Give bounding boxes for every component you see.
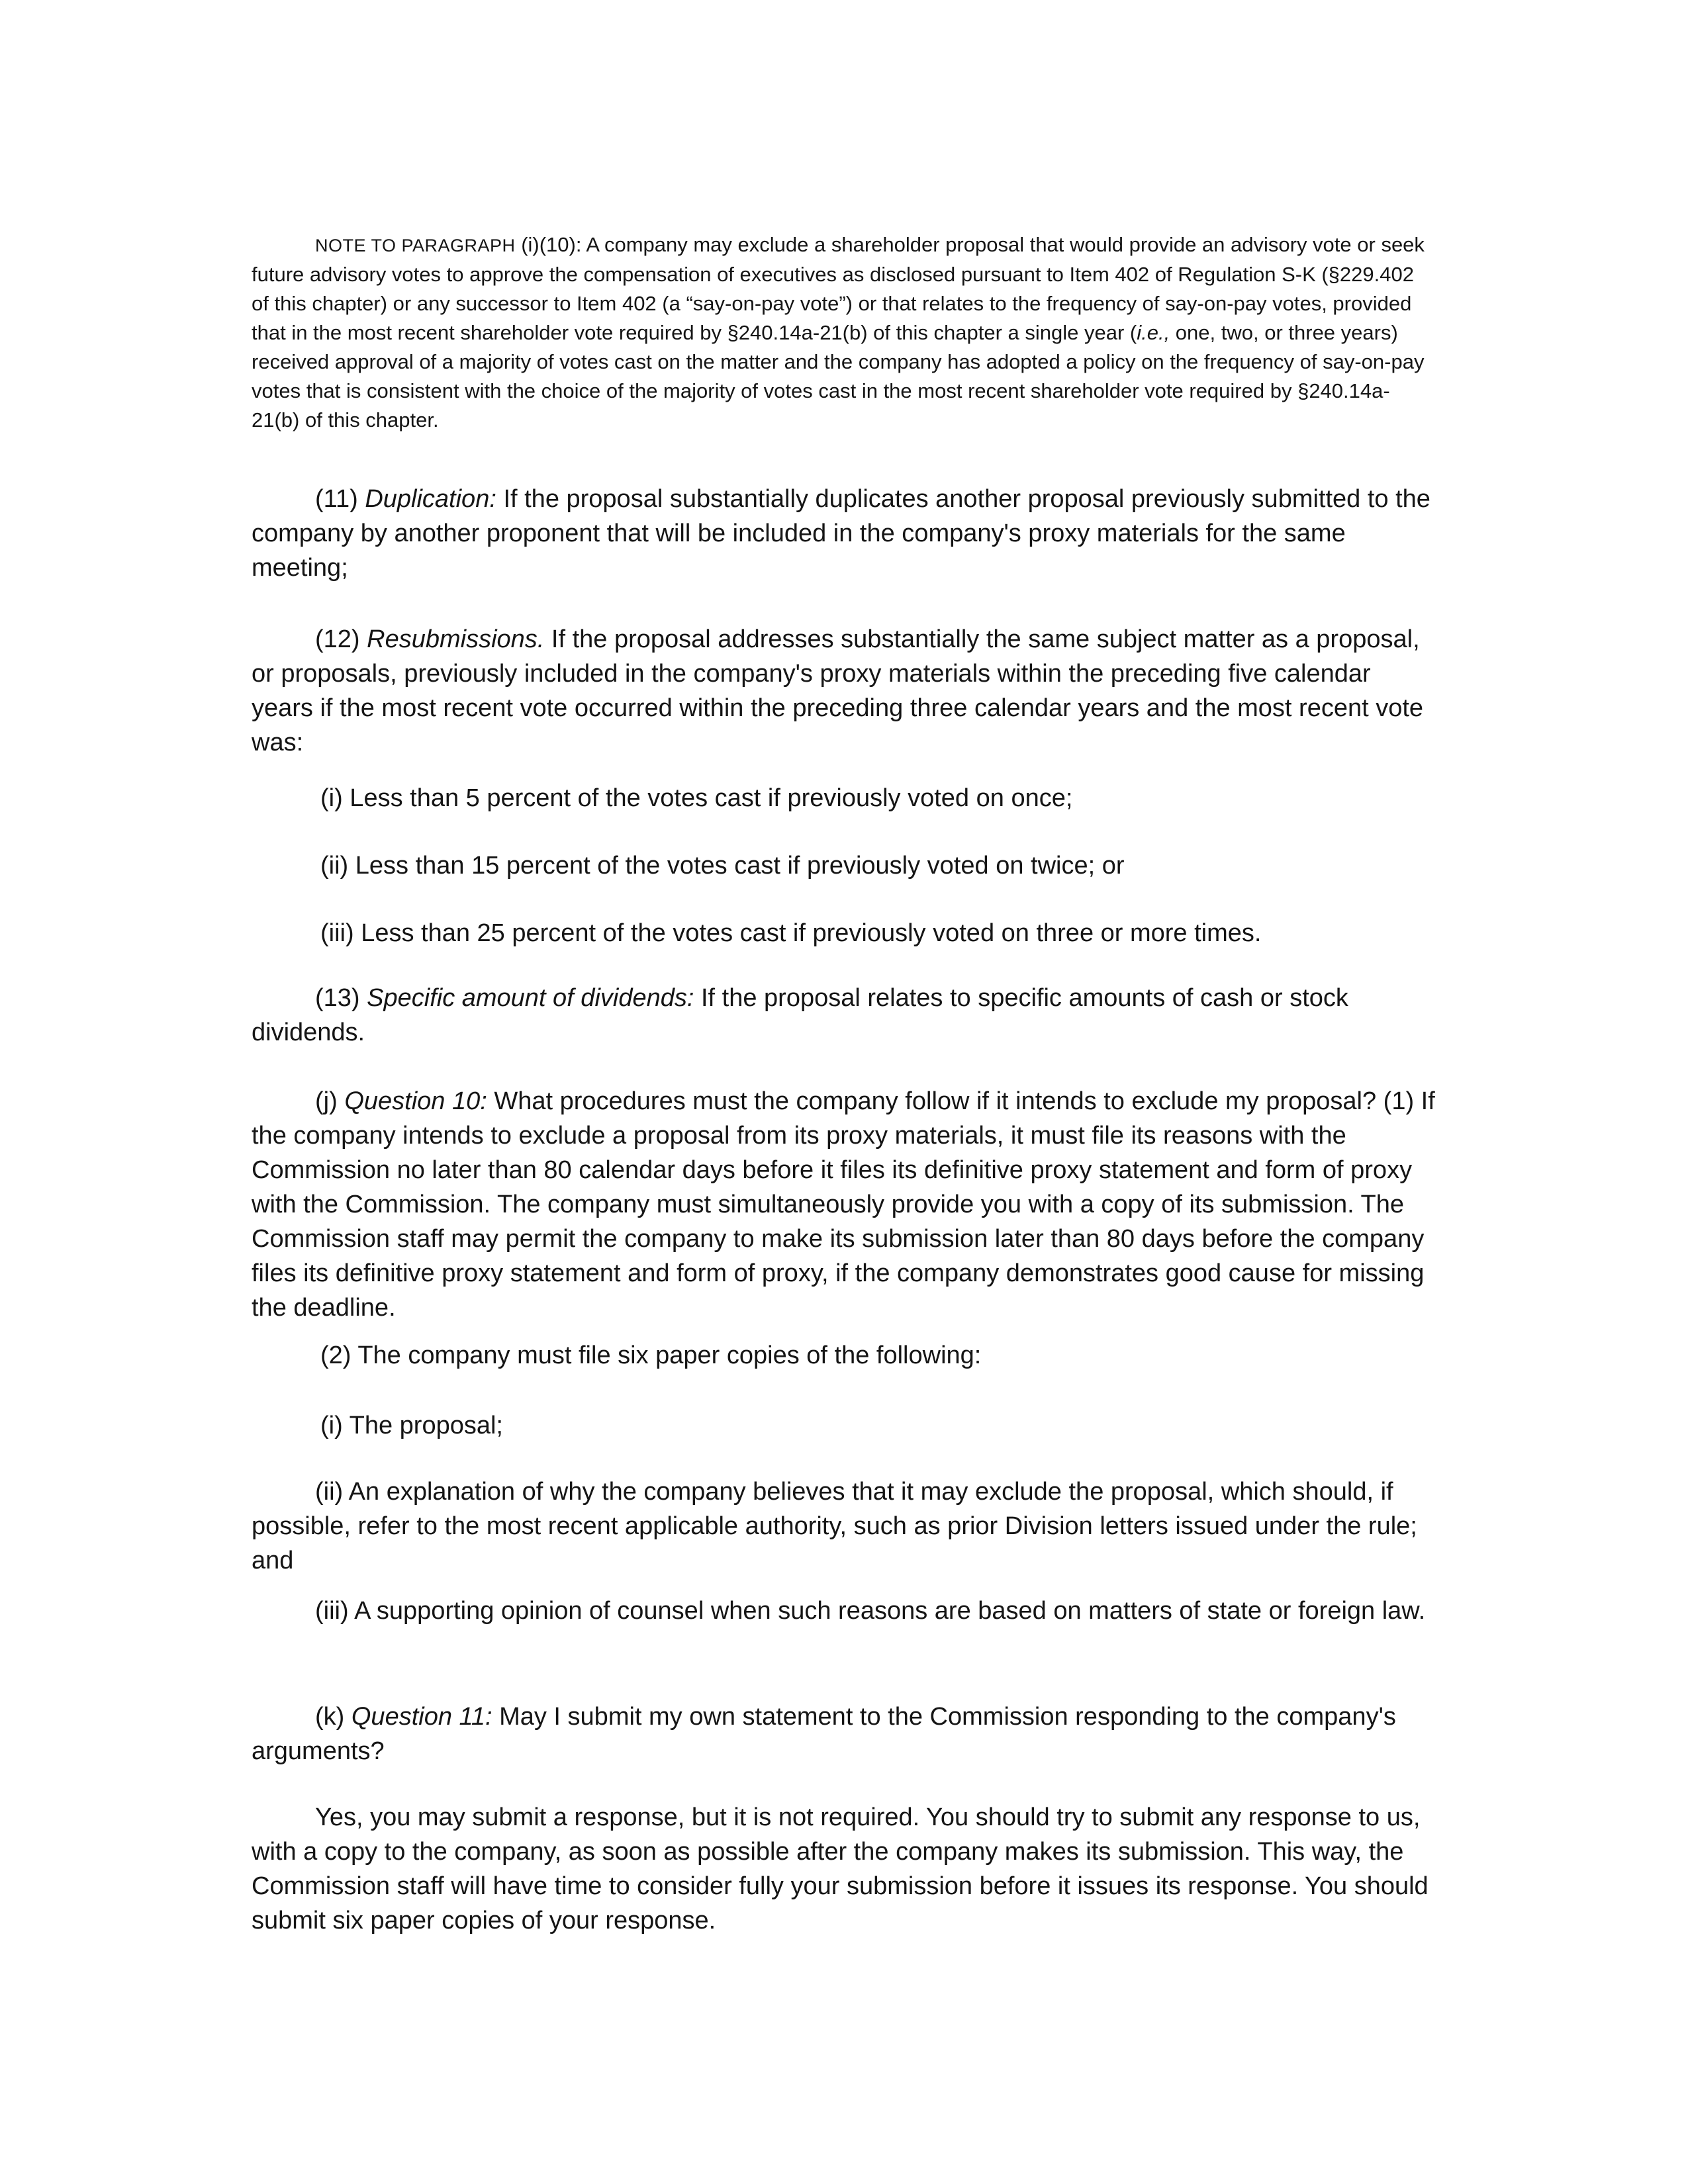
paragraph-text: If the proposal addresses substantially the same subject matter as a proposal, or proposals, previously included in the company's proxy materials within the preceding five calendar years if the most recent vote occurred within the preceding three calendar years and the most recent vote was: [252, 625, 1424, 756]
paragraph-heading: Resubmissions. [367, 625, 545, 653]
paragraph-number: (11) [315, 485, 365, 513]
paragraph-12-item-ii: (ii) Less than 15 percent of the votes cast if previously voted on twice; or [320, 852, 1125, 880]
paragraph-number: (13) [315, 984, 367, 1012]
paragraph-text: If the proposal substantially duplicates another proposal previously submitted to the company by another proponent that will be included in the company's proxy materials for the same meeting; [252, 485, 1430, 582]
paragraph-number: (k) [315, 1703, 352, 1731]
paragraph-12-item-i: (i) Less than 5 percent of the votes cast if previously voted on once; [320, 784, 1073, 812]
paragraph-heading: Specific amount of dividends: [367, 984, 694, 1012]
paragraph-response-answer: Yes, you may submit a response, but it is not required. You should try to submit any response to us, with a copy to the company, as soon as possible after the company makes its submission. This way, the Commission staff will have time to consider fully your submission before it issues its response. You should submit six paper copies of your response. [252, 1803, 1429, 1934]
note-text-continued: one, two, or three years) received approval of a majority of votes cast on the matter and the company has adopted a policy on the frequency of say-on-pay votes that is consistent with the choice of the majority of votes cast in the most recent shareholder vote required by §240.14a-21(b) of this chapter. [252, 321, 1425, 432]
paragraph-12-item-iii: (iii) Less than 25 percent of the votes cast if previously voted on three or more times. [320, 919, 1262, 947]
note-ref: (i)(10): [521, 233, 582, 256]
paragraph-text: What procedures must the company follow if it intends to exclude my proposal? (1) If the company intends to exclude a proposal from its proxy materials, it must file its reasons with the Commission no later than 80 calendar days before it files its definitive proxy statement and form of proxy with the Commission. The company must simultaneously provide you with a copy of its submission. The Commission staff may permit the company to make its submission later than 80 days before the company files its definitive proxy statement and form of proxy, if the company demonstrates good cause for missing the deadline. [252, 1087, 1435, 1322]
paragraph-number: (j) [315, 1087, 345, 1115]
paragraph-heading: Duplication: [365, 485, 496, 513]
paragraph-13-dividends [252, 981, 1436, 1050]
paragraph-text: If the proposal relates to specific amounts of cash or stock dividends. [252, 984, 1348, 1046]
paragraph-j-item-2-i: (i) The proposal; [320, 1412, 503, 1439]
paragraph-j-item-2-ii: (ii) An explanation of why the company believes that it may exclude the proposal, which should, if possible, refer to the most recent applicable authority, such as prior Division letters issued under the rule; and [252, 1478, 1417, 1574]
paragraph-j-item-2-iii: (iii) A supporting opinion of counsel when such reasons are based on matters of state or foreign law. [315, 1597, 1426, 1625]
note-label: NOTE TO PARAGRAPH [315, 236, 516, 255]
paragraph-12-resubmissions [252, 622, 1436, 760]
note-to-paragraph [252, 230, 1436, 435]
paragraph-j-question-10 [252, 1084, 1436, 1325]
note-text: A company may exclude a shareholder proposal that would provide an advisory vote or seek future advisory votes to approve the compensation of executives as disclosed pursuant to Item 402 of Regulation S-K (§229.402 of this chapter) or any successor to Item 402 (a “say-on-pay vote”) or that relates to the frequency of say-on-pay votes, provided that in the most recent shareholder vote required by §240.14a-21(b) of this chapter a single year ( [252, 233, 1425, 344]
paragraph-heading: Question 11: [351, 1703, 492, 1731]
paragraph-text: May I submit my own statement to the Commission responding to the company's arguments? [252, 1703, 1396, 1765]
paragraph-number: (12) [315, 625, 367, 653]
paragraph-heading: Question 10: [344, 1087, 487, 1115]
note-ie: i.e., [1137, 321, 1170, 344]
paragraph-11-duplication [252, 482, 1436, 585]
paragraph-k-question-11 [252, 1700, 1436, 1768]
paragraph-j-item-2: (2) The company must file six paper copies of the following: [320, 1342, 982, 1369]
